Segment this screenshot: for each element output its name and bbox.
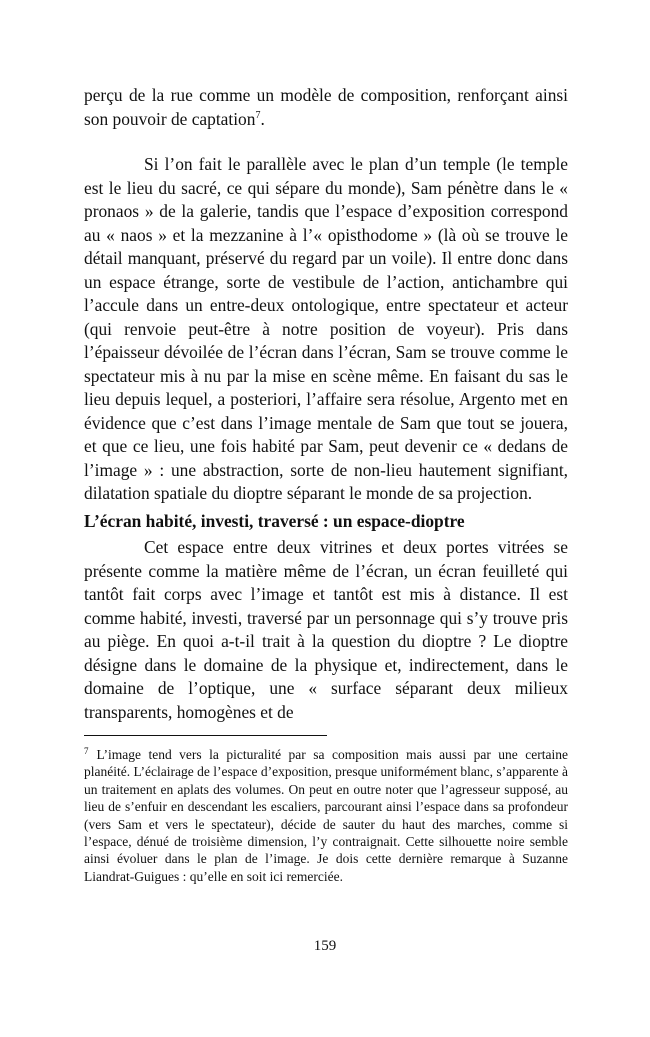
page-content — [84, 84, 568, 885]
paragraph-1-text: perçu de la rue comme un modèle de composition, renforçant ainsi son pouvoir de captation — [84, 85, 568, 129]
paragraph-2: Si l’on fait le parallèle avec le plan d’un temple (le temple est le lieu du sacré, ce qui sépare du monde), Sam pénètre dans le « pronaos » de la galerie, tandis que l’espace d’exposition correspond au « naos » et la mezzanine à l’« opisthodome » (là où se trouve le détail manquant, préservé du regard par un voile). Il entre donc dans un espace étrange, sorte de vestibule de l’action, antichambre qui l’accule dans un entre-deux ontologique, entre spectateur et acteur (qui renvoie peut-être à notre position de voyeur). Pris dans l’épaisseur dévoilée de l’écran dans l’écran, Sam se trouve comme le spectateur mis à nu par la mise en scène même. En faisant du sas le lieu depuis lequel, a posteriori, l’affaire sera résolue, Argento met en évidence que c’est dans l’image mentale de Sam que tout se jouera, et que ce lieu, une fois habité par Sam, peut devenir ce « dedans de l’image » : une abstraction, sorte de non-lieu hautement signifiant, dilatation spatiale du dioptre séparant le monde de sa projection. — [84, 154, 568, 503]
footnote — [84, 746, 568, 885]
footnote-reference[interactable]: 7 — [255, 109, 261, 121]
footnote-number: 7 — [84, 745, 89, 756]
footnote-text: L’image tend vers la picturalité par sa composition mais aussi par une certaine planéité. L’éclairage de l’espace d’exposition, presque uniformément blanc, s’apparente à un traitement en aplats des volumes. On peut en outre noter que l’agresseur supposé, au lieu de s’enfuir en descendant les escaliers, parcourant ainsi l’espace dans sa profondeur (vers Sam et vers le spectateur), décide de sauter du haut des marches, comme si l’espace, dénué de troisième dimension, l’y contraignait. Cette silhouette noire semble ainsi évoluer dans le plan de l’image. Je dois cette dernière remarque à Suzanne Liandrat-Guigues : qu’elle en soit ici remerciée. — [84, 747, 568, 884]
paragraph-3: Cet espace entre deux vitrines et deux portes vitrées se présente comme la matière même de l’écran, un écran feuilleté qui tantôt fait corps avec l’image et tantôt est mis à distance. Il est comme habité, investi, traversé par un personnage qui s’y trouve pris au piège. En quoi a-t-il trait à la question du dioptre ? Le dioptre désigne dans le domaine de la physique et, indirectement, dans le domaine de l’optique, une « surface séparant deux milieux transparents, homogènes et de — [84, 537, 568, 722]
paragraph-1-end: . — [260, 108, 265, 129]
section-heading: L’écran habité, investi, traversé : un espace-dioptre — [84, 510, 465, 531]
page-number: 159 — [313, 938, 337, 954]
footnote-separator — [84, 735, 327, 736]
paragraph-1 — [84, 84, 568, 131]
